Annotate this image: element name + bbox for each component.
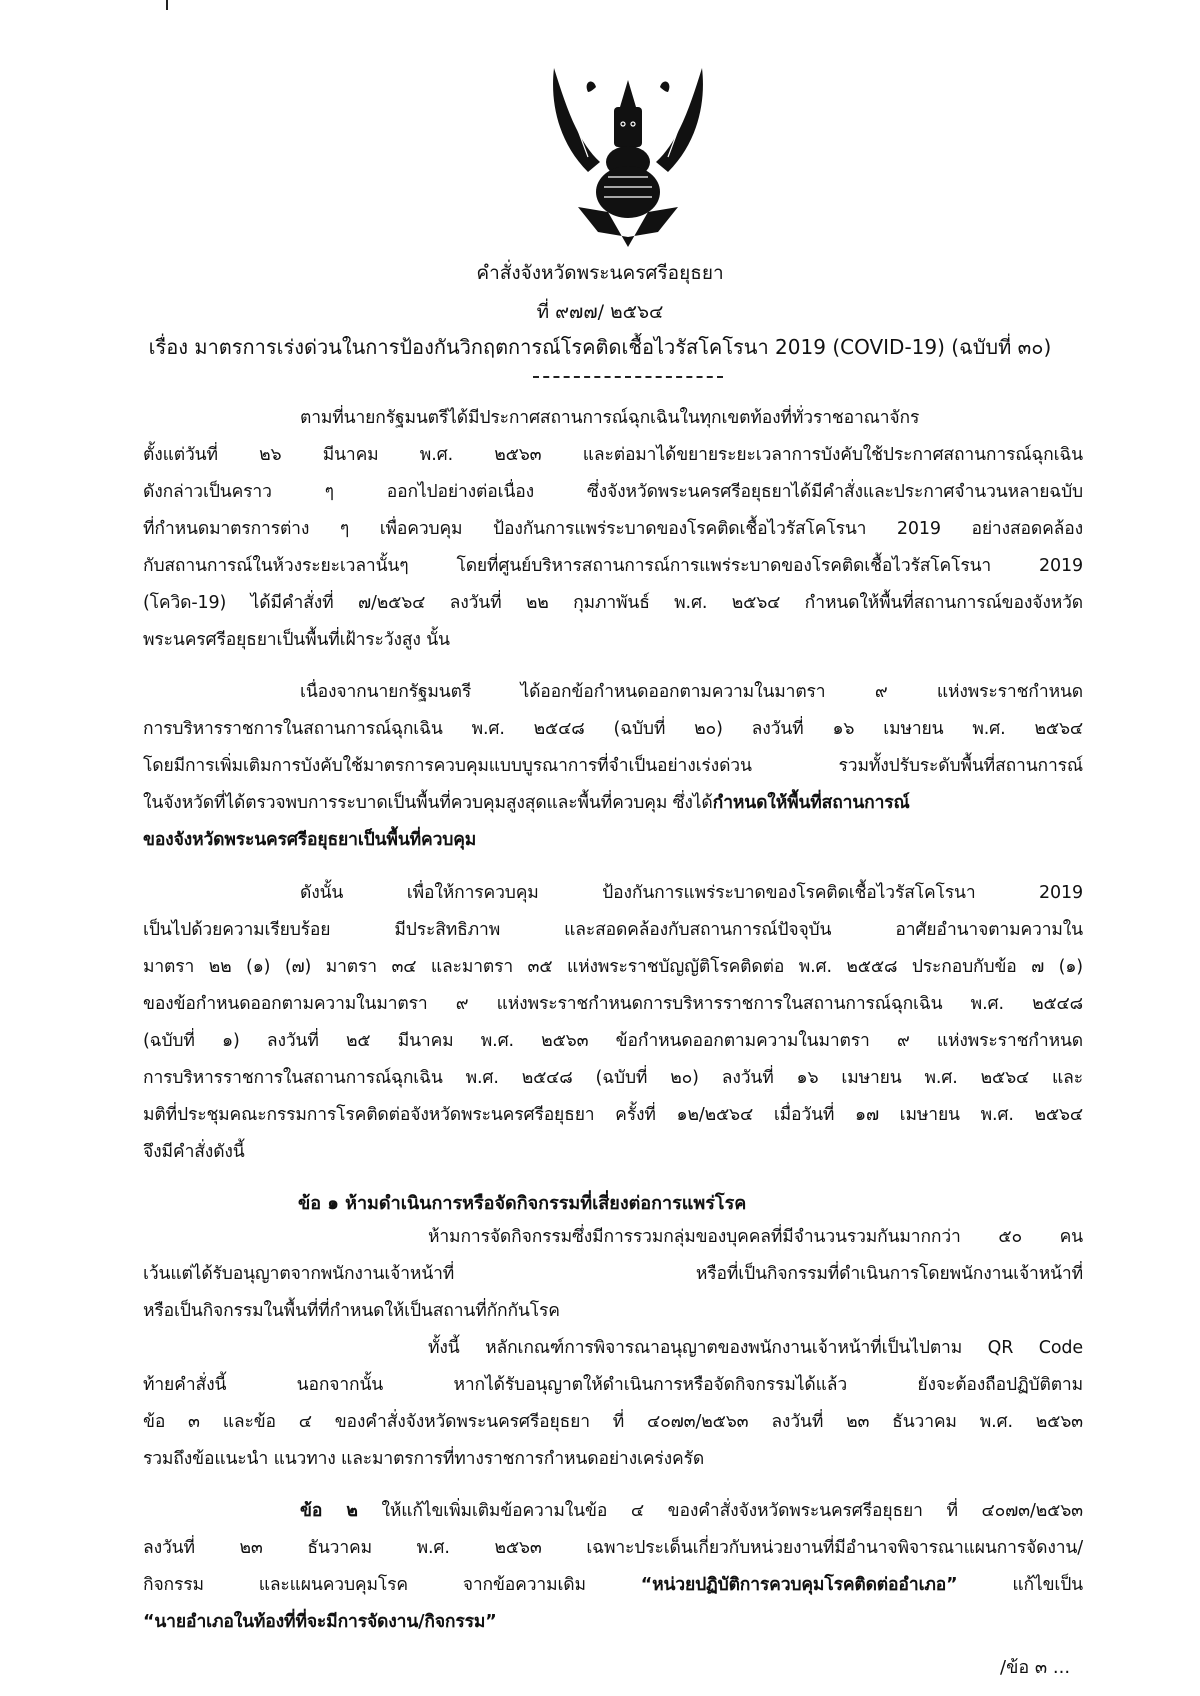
paragraph-1-line: ตั้งแต่วันที่ ๒๖ มีนาคม พ.ศ. ๒๕๖๓ และต่อมาได้ขยายระยะเวลาการบังคับใช้ประกาศสถานการณ์ฉุกเฉิน [143,445,1083,465]
paragraph-2-line: เนื่องจากนายกรัฐมนตรี ได้ออกข้อกำหนดออกตามความในมาตรา ๙ แห่งพระราชกำหนด [300,682,1083,702]
header-separator [533,376,723,378]
order-number: ที่ ๙๗๗/ ๒๕๖๔ [536,301,664,323]
clause-1-line: รวมถึงข้อแนะนำ แนวทาง และมาตรการที่ทางราชการกำหนดอย่างเคร่งครัด [143,1449,705,1469]
paragraph-3-line: มาตรา ๒๒ (๑) (๗) มาตรา ๓๔ และมาตรา ๓๕ แห่งพระราชบัญญัติโรคติดต่อ พ.ศ. ๒๕๕๘ ประกอบกับข้อ ๗ (๑) [143,957,1083,977]
clause-1-line: ข้อ ๓ และข้อ ๔ ของคำสั่งจังหวัดพระนครศรีอยุธยา ที่ ๔๐๗๓/๒๕๖๓ ลงวันที่ ๒๓ ธันวาคม พ.ศ. ๒๕๖๓ [143,1412,1083,1432]
paragraph-1-line: กับสถานการณ์ในห้วงระยะเวลานั้นๆ โดยที่ศูนย์บริหารสถานการณ์การแพร่ระบาดของโรคติดเชื้อไวรัสโคโรนา 2019 [143,556,1083,576]
paragraph-1-line: ดังกล่าวเป็นคราว ๆ ออกไปอย่างต่อเนื่อง ซึ่งจังหวัดพระนครศรีอยุธยาได้มีคำสั่งและประกาศจำนวนหลายฉบับ [143,482,1083,502]
paragraph-2-emphasis-line: ของจังหวัดพระนครศรีอยุธยาเป็นพื้นที่ควบคุม [143,830,477,850]
paragraph-2-line [143,791,1083,815]
paragraph-3-line: มติที่ประชุมคณะกรรมการโรคติดต่อจังหวัดพระนครศรีอยุธยา ครั้งที่ ๑๒/๒๕๖๔ เมื่อวันที่ ๑๗ เมษายน พ.ศ. ๒๕๖๔ [143,1105,1083,1125]
paragraph-2-line: การบริหารราชการในสถานการณ์ฉุกเฉิน พ.ศ. ๒๕๔๘ (ฉบับที่ ๒๐) ลงวันที่ ๑๖ เมษายน พ.ศ. ๒๕๖๔ [143,719,1083,739]
order-subject: เรื่อง มาตรการเร่งด่วนในการป้องกันวิกฤตการณ์โรคติดเชื้อไวรัสโคโรนา 2019 (COVID-19) (ฉบับที่ ๓๐) [148,335,1052,359]
clause-1-line: เว้นแต่ได้รับอนุญาตจากพนักงานเจ้าหน้าที่ หรือที่เป็นกิจกรรมที่ดำเนินการโดยพนักงานเจ้าหน้าที่ [143,1264,1083,1284]
clause-1-title: ข้อ ๑ ห้ามดำเนินการหรือจัดกิจกรรมที่เสี่ยงต่อการแพร่โรค [298,1193,747,1214]
clause-2-line: ลงวันที่ ๒๓ ธันวาคม พ.ศ. ๒๕๖๓ เฉพาะประเด็นเกี่ยวกับหน่วยงานที่มีอำนาจพิจารณาแผนการจัดงาน/ [143,1538,1083,1558]
garuda-emblem-icon [548,62,708,247]
paragraph-1-line: ที่กำหนดมาตรการต่าง ๆ เพื่อควบคุม ป้องกันการแพร่ระบาดของโรคติดเชื้อไวรัสโคโรนา 2019 อย่างสอดคล้อง [143,519,1083,539]
clause-2-text: ให้แก้ไขเพิ่มเติมข้อความในข้อ ๔ ของคำสั่งจังหวัดพระนครศรีอยุธยา ที่ ๔๐๗๓/๒๕๖๓ [381,1501,1083,1521]
clause-2-text: แก้ไขเป็น [957,1575,1083,1595]
paragraph-3-line: การบริหารราชการในสถานการณ์ฉุกเฉิน พ.ศ. ๒๕๔๘ (ฉบับที่ ๒๐) ลงวันที่ ๑๖ เมษายน พ.ศ. ๒๕๖๔ และ [143,1068,1083,1088]
clause-1-line: ห้ามการจัดกิจกรรมซึ่งมีการรวมกลุ่มของบุคคลที่มีจำนวนรวมกันมากกว่า ๕๐ คน [428,1227,1083,1247]
clause-1-line: ทั้งนี้ หลักเกณฑ์การพิจารณาอนุญาตของพนักงานเจ้าหน้าที่เป็นไปตาม QR Code [428,1338,1083,1358]
clause-2-new-text: “นายอำเภอในท้องที่ที่จะมีการจัดงาน/กิจกรรม” [143,1612,497,1632]
clause-2-text: กิจกรรม และแผนควบคุมโรค จากข้อความเดิม [143,1575,641,1595]
paragraph-3-line: จึงมีคำสั่งดังนี้ [143,1142,245,1162]
clause-2-old-text: “หน่วยปฏิบัติการควบคุมโรคติดต่ออำเภอ” [640,1575,958,1595]
continuation-marker: /ข้อ ๓ ... [1000,1657,1071,1678]
paragraph-2-emphasis: กำหนดให้พื้นที่สถานการณ์ [712,793,910,813]
scan-mark [166,0,168,10]
paragraph-3-line: ของข้อกำหนดออกตามความในมาตรา ๙ แห่งพระราชกำหนดการบริหารราชการในสถานการณ์ฉุกเฉิน พ.ศ. ๒๕๔๘ [143,994,1083,1014]
paragraph-3-line: (ฉบับที่ ๑) ลงวันที่ ๒๕ มีนาคม พ.ศ. ๒๕๖๓ ข้อกำหนดออกตามความในมาตรา ๙ แห่งพระราชกำหนด [143,1031,1083,1051]
paragraph-2-line: โดยมีการเพิ่มเติมการบังคับใช้มาตรการควบคุมแบบบูรณาการที่จำเป็นอย่างเร่งด่วน รวมทั้งปรับระดับพื้นที่สถานการณ์ [143,756,1083,776]
paragraph-1-line: (โควิด-19) ได้มีคำสั่งที่ ๗/๒๕๖๔ ลงวันที่ ๒๒ กุมภาพันธ์ พ.ศ. ๒๕๖๔ กำหนดให้พื้นที่สถานการณ์ของจังหวัด [143,593,1083,613]
clause-2-line [143,1573,1083,1597]
paragraph-3-line: เป็นไปด้วยความเรียบร้อย มีประสิทธิภาพ และสอดคล้องกับสถานการณ์ปัจจุบัน อาศัยอำนาจตามความใน [143,920,1083,940]
clause-2-first-line [300,1499,1083,1523]
clause-1-line: หรือเป็นกิจกรรมในพื้นที่ที่กำหนดให้เป็นสถานที่กักกันโรค [143,1301,560,1321]
clause-2-lead: ข้อ ๒ [300,1501,358,1521]
paragraph-1-line: ตามที่นายกรัฐมนตรีได้มีประกาศสถานการณ์ฉุกเฉินในทุกเขตท้องที่ทั่วราชอาณาจักร [300,408,920,428]
order-issuer: คำสั่งจังหวัดพระนครศรีอยุธยา [476,262,724,284]
paragraph-1-line: พระนครศรีอยุธยาเป็นพื้นที่เฝ้าระวังสูง นั้น [143,630,450,650]
paragraph-3-line: ดังนั้น เพื่อให้การควบคุม ป้องกันการแพร่ระบาดของโรคติดเชื้อไวรัสโคโรนา 2019 [300,883,1083,903]
clause-1-line: ท้ายคำสั่งนี้ นอกจากนั้น หากได้รับอนุญาตให้ดำเนินการหรือจัดกิจกรรมได้แล้ว ยังจะต้องถือปฏิบัติตาม [143,1375,1083,1395]
paragraph-2-text: ในจังหวัดที่ได้ตรวจพบการระบาดเป็นพื้นที่ควบคุมสูงสุดและพื้นที่ควบคุม ซึ่งได้ [143,793,713,813]
